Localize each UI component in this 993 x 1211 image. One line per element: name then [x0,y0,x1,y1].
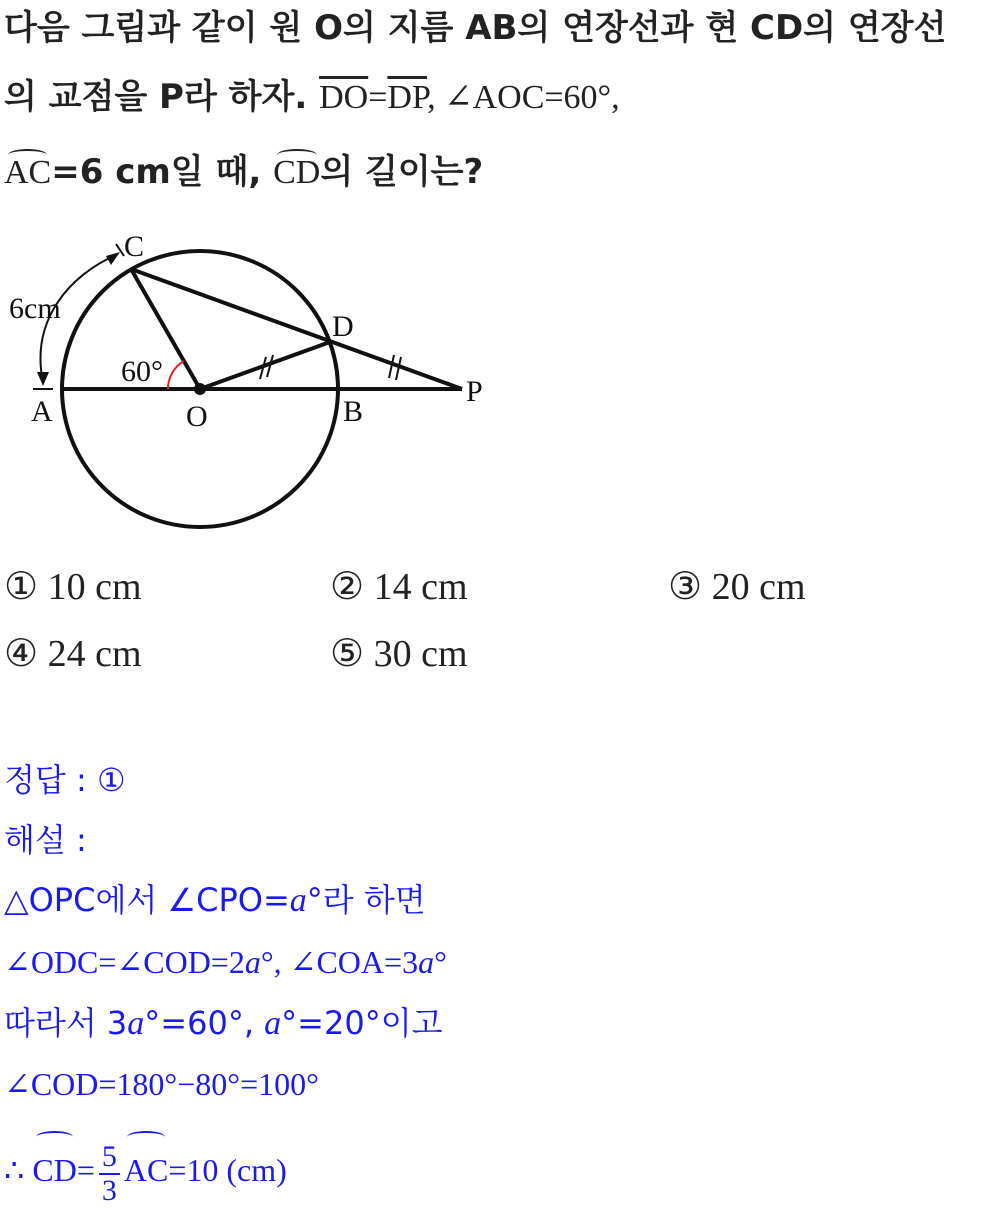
fraction-denominator: 3 [101,1173,117,1207]
label-c: C [124,230,145,263]
choice-3[interactable] [668,565,806,609]
arc-cd: CD [273,154,321,191]
step5-result: =10 (cm) [168,1152,287,1188]
label-p: P [466,375,483,408]
solution-step-3 [4,1003,443,1044]
step2-a: ∠ODC=∠COD=2 [4,944,245,980]
choice-5-num: ⑤ [330,633,365,675]
segment-od [200,342,330,389]
step3-var1: a [127,1005,145,1042]
step2-var2: a [418,944,435,980]
equals-sign: = [368,79,388,116]
problem-line-2 [4,77,620,118]
step3-c: °=20°이고 [281,1004,443,1042]
arc-ac: AC [4,154,52,191]
choice-4-text: 24 cm [47,633,142,675]
problem-text-1: 다음 그림과 같이 원 O의 지름 AB의 연장선과 현 CD의 연장선 [4,8,947,48]
choice-5-text: 30 cm [373,633,468,675]
choice-2-text: 14 cm [373,566,468,608]
choice-5[interactable] [330,632,468,676]
step1-var: a [289,882,307,919]
angle-aoc-arc [168,361,184,389]
center-point-o [194,383,206,395]
problem-text-2a: 의 교점을 P라 하자. [4,77,320,117]
step5-arc-cd: CD [32,1135,76,1205]
solution-step-5 [4,1135,287,1207]
step2-b: °, ∠COA=3 [260,944,419,980]
problem-text-2b: , ∠AOC=60°, [427,79,620,116]
label-o: O [186,400,208,433]
step1-b: °라 하면 [306,881,426,919]
solution-step-1 [4,880,426,921]
choice-3-text: 20 cm [711,566,806,608]
solution-step-2 [4,942,447,982]
label-a: A [31,395,53,428]
step2-c: ° [434,944,447,980]
geometry-figure [0,225,520,545]
step4: ∠COD=180°−80°=100° [4,1066,319,1102]
label-6cm: 6cm [9,292,61,325]
label-60deg: 60° [121,355,163,388]
label-d: D [332,310,354,343]
label-b: B [343,395,364,428]
choice-2[interactable] [330,565,468,609]
explanation-heading [4,820,87,860]
choice-1-text: 10 cm [47,566,142,608]
problem-text-3b: 의 길이는? [320,152,484,192]
answer-label: 정답 : ① [4,761,126,799]
fraction-numerator: 5 [99,1141,120,1175]
choice-1-num: ① [4,566,39,608]
line-cp [131,269,462,389]
step5-eq: = [76,1152,95,1188]
step3-b: °=60°, [144,1004,265,1042]
segment-do: $\overline{DO}$ [319,79,369,116]
therefore-sign: ∴ [4,1152,33,1188]
problem-line-3 [4,152,483,193]
step5-arc-ac: AC [124,1135,168,1205]
solution-step-4 [4,1064,319,1104]
answer-line [4,760,126,800]
choice-3-num: ③ [668,566,703,608]
step3-var2: a [264,1005,282,1042]
problem-line-1 [4,8,946,48]
choice-4-num: ④ [4,633,39,675]
segment-dp: $\overline{DP}$ [387,79,428,116]
step3-a: 따라서 3 [4,1004,128,1042]
choice-2-num: ② [330,566,365,608]
arrowhead-a [37,372,49,386]
arrowhead-c [106,252,120,265]
choice-4[interactable] [4,632,142,676]
step1-a: △OPC에서 ∠CPO= [4,881,290,919]
choice-1[interactable] [4,565,142,609]
fraction-5-3 [99,1141,120,1207]
tick-dp-1 [389,355,394,378]
explanation-label: 해설 : [4,821,87,859]
step2-var1: a [244,944,261,980]
problem-text-3a: =6 cm일 때, [51,152,274,192]
